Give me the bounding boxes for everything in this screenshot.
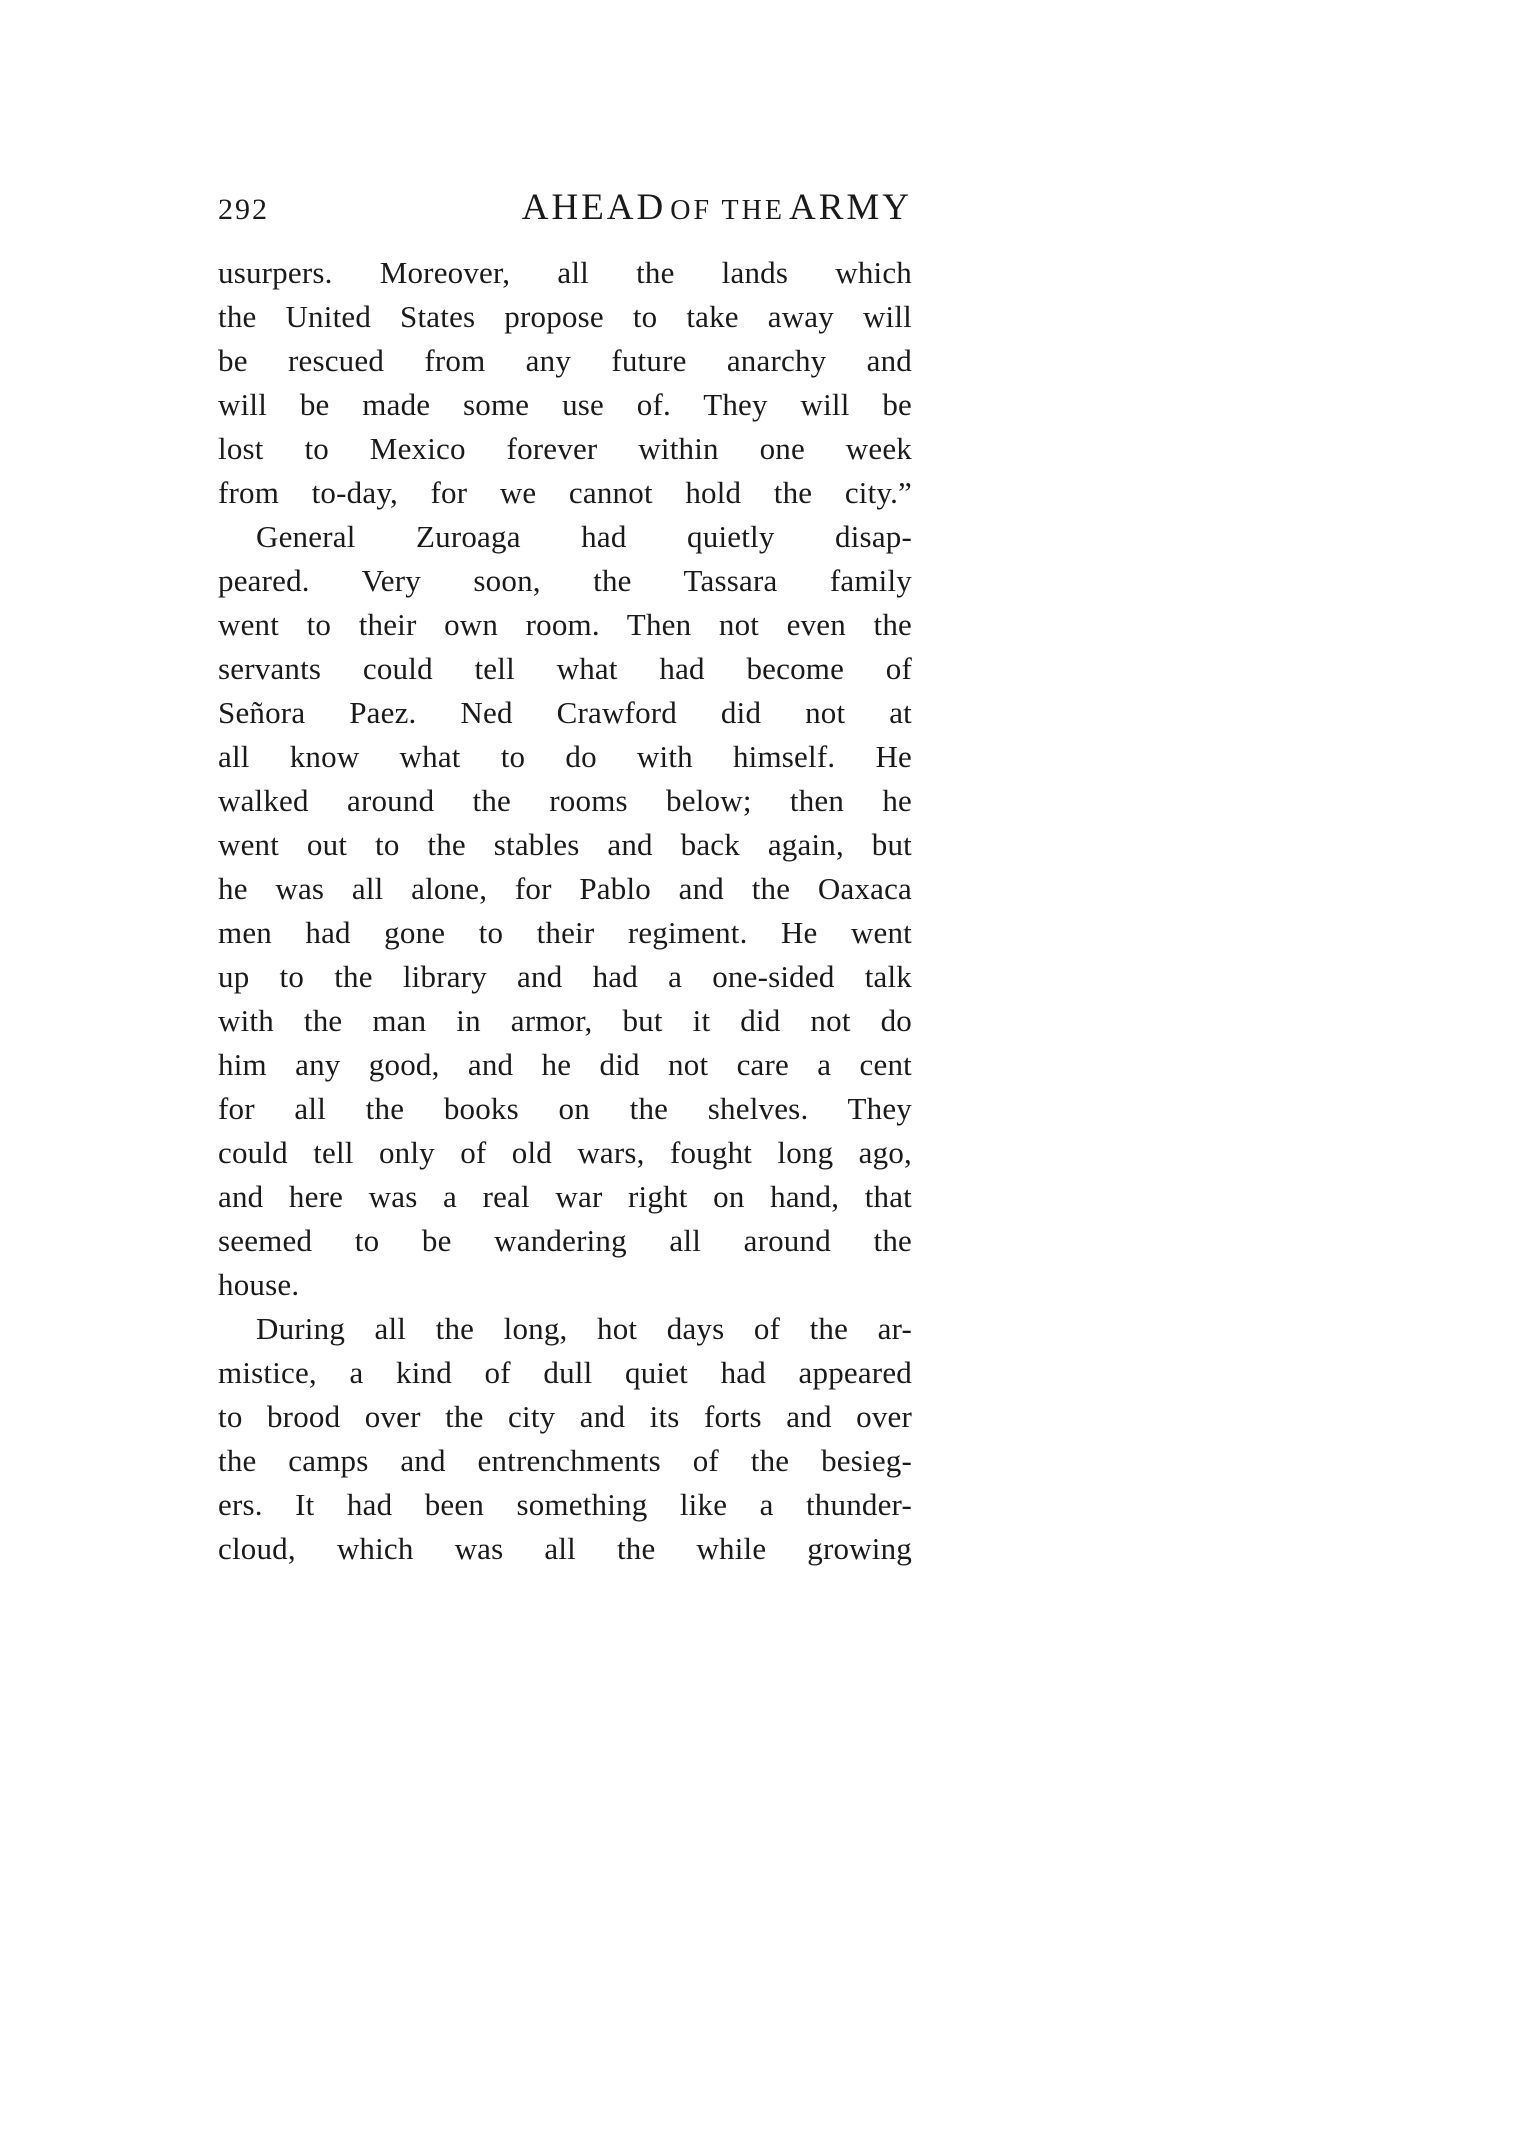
- text-line: the United States propose to take away will: [218, 299, 912, 334]
- text-line: and here was a real war right on hand, that: [218, 1179, 912, 1214]
- page-header: [218, 186, 912, 229]
- text-line: men had gone to their regiment. He went: [218, 915, 912, 950]
- running-title-part: ARMY: [788, 187, 912, 228]
- text-line: During all the long, hot days of the ar-: [256, 1311, 912, 1346]
- text-line: to brood over the city and its forts and over: [218, 1399, 912, 1434]
- text-line: Señora Paez. Ned Crawford did not at: [218, 695, 912, 730]
- text-line: servants could tell what had become of: [218, 651, 912, 686]
- text-line: went to their own room. Then not even the: [218, 607, 912, 642]
- running-title-part: OF THE: [670, 195, 785, 226]
- text-line: from to-day, for we cannot hold the city.”: [218, 475, 912, 510]
- text-line: peared. Very soon, the Tassara family: [218, 563, 912, 598]
- text-line: he was all alone, for Pablo and the Oaxaca: [218, 871, 912, 906]
- text-line: General Zuroaga had quietly disap-: [256, 519, 912, 554]
- text-line: went out to the stables and back again, but: [218, 827, 912, 862]
- paragraph: [218, 251, 912, 515]
- text-line: seemed to be wandering all around the: [218, 1223, 912, 1258]
- paragraph: [218, 515, 912, 1307]
- text-line: with the man in armor, but it did not do: [218, 1003, 912, 1038]
- text-line: be rescued from any future anarchy and: [218, 343, 912, 378]
- text-line: will be made some use of. They will be: [218, 387, 912, 422]
- running-title: [522, 186, 912, 229]
- text-line: walked around the rooms below; then he: [218, 783, 912, 818]
- text-line: all know what to do with himself. He: [218, 739, 912, 774]
- paragraph: [218, 1307, 912, 1571]
- text-line: cloud, which was all the while growing: [218, 1531, 912, 1566]
- book-page: [218, 186, 912, 1571]
- text-line: could tell only of old wars, fought long ago,: [218, 1135, 912, 1170]
- text-line: him any good, and he did not care a cent: [218, 1047, 912, 1082]
- text-line: usurpers. Moreover, all the lands which: [218, 255, 912, 290]
- text-line: ers. It had been something like a thunder-: [218, 1487, 912, 1522]
- page-number: 292: [218, 193, 269, 226]
- text-line: the camps and entrenchments of the besieg-: [218, 1443, 912, 1478]
- text-line: for all the books on the shelves. They: [218, 1091, 912, 1126]
- text-line: house.: [218, 1267, 300, 1302]
- text-line: lost to Mexico forever within one week: [218, 431, 912, 466]
- text-line: up to the library and had a one-sided talk: [218, 959, 912, 994]
- text-line: mistice, a kind of dull quiet had appeared: [218, 1355, 912, 1390]
- running-title-part: AHEAD: [521, 187, 667, 228]
- body-text: [218, 251, 912, 1571]
